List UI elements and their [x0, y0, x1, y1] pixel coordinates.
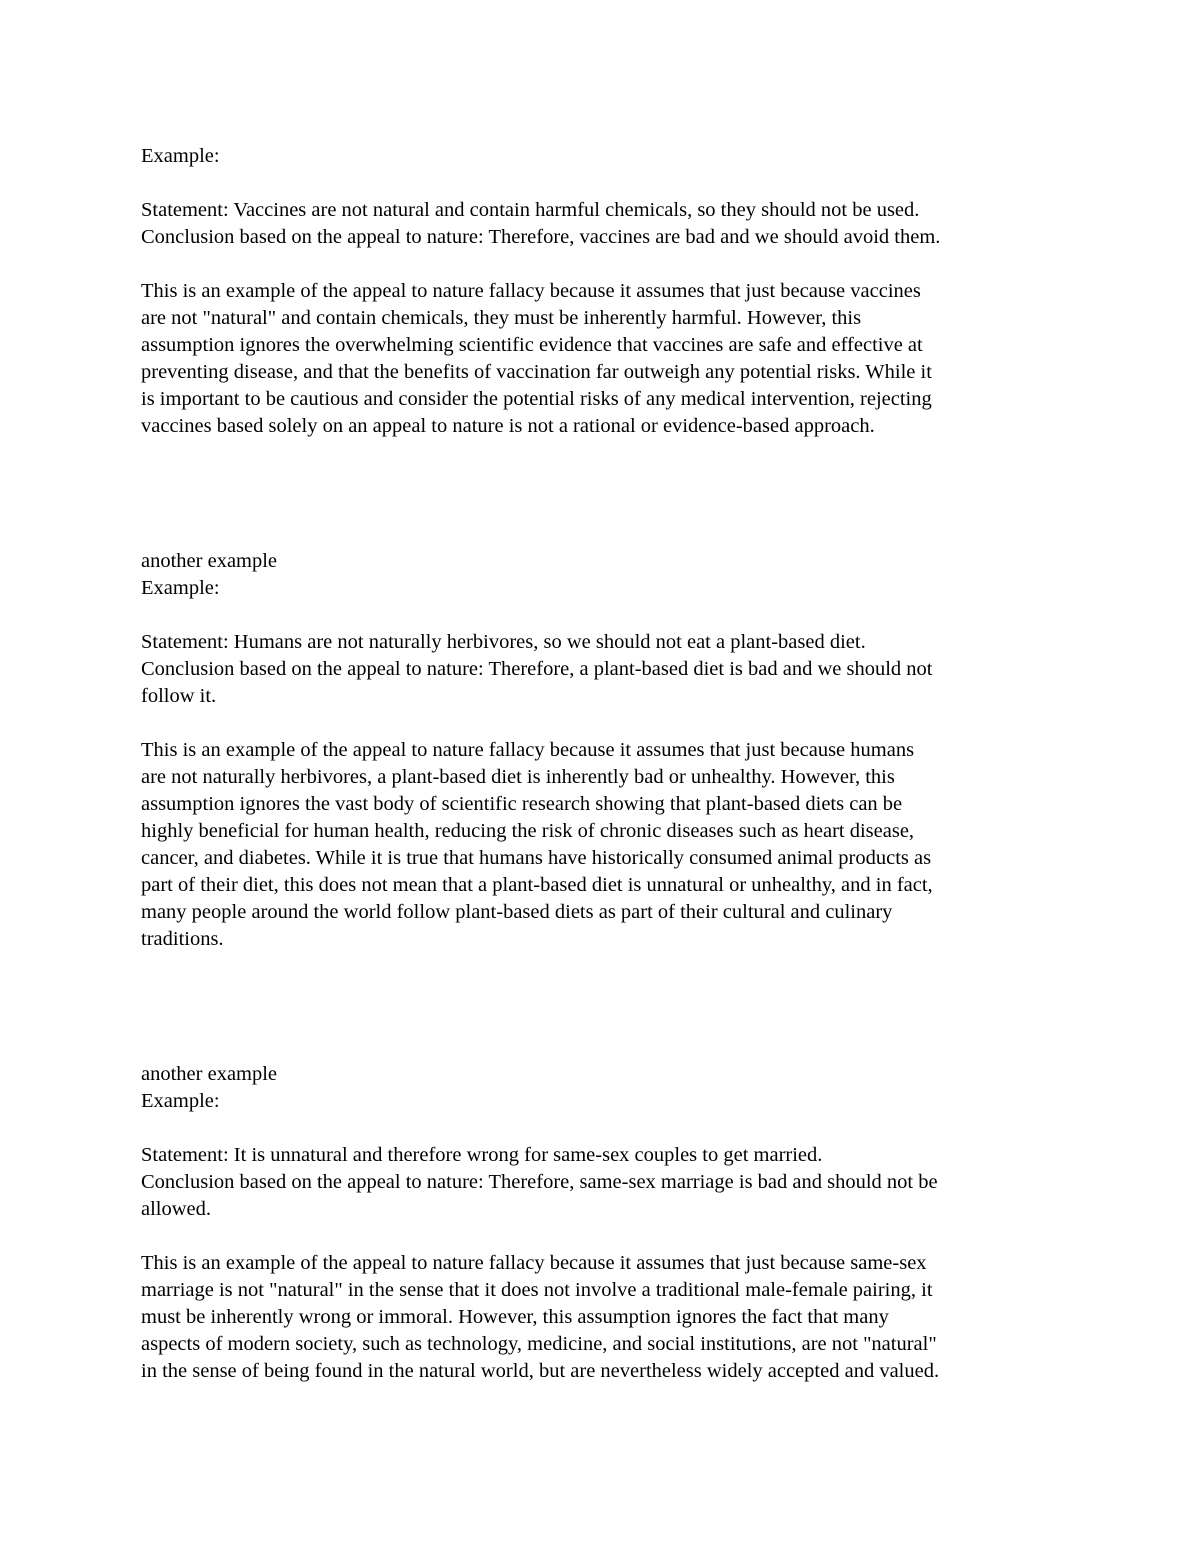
explanation-line: part of their diet, this does not mean that a plant-based diet is unnatural or unhealthy, and in fact,	[141, 874, 933, 896]
section-subheading-line: another example	[141, 1063, 278, 1085]
conclusion-line: Conclusion based on the appeal to nature: Therefore, vaccines are bad and we should avoid them.	[141, 226, 941, 248]
explanation-line: This is an example of the appeal to nature fallacy because it assumes that just because vaccines	[141, 280, 921, 302]
paragraph-gap	[141, 251, 1071, 278]
example-section-2	[141, 548, 1071, 953]
explanation-line: assumption ignores the overwhelming scientific evidence that vaccines are safe and effective at	[141, 334, 923, 356]
conclusion-line: Conclusion based on the appeal to nature: Therefore, a plant-based diet is bad and we should not	[141, 658, 933, 680]
explanation-line: are not naturally herbivores, a plant-based diet is inherently bad or unhealthy. However, this	[141, 766, 895, 788]
paragraph-gap	[141, 602, 1071, 629]
explanation-line: assumption ignores the vast body of scientific research showing that plant-based diets can be	[141, 793, 903, 815]
section-heading-line: Example:	[141, 1090, 220, 1112]
paragraph-gap	[141, 710, 1071, 737]
conclusion-line: follow it.	[141, 685, 217, 707]
paragraph-gap	[141, 1223, 1071, 1250]
explanation-line: traditions.	[141, 928, 224, 950]
section-gap	[141, 440, 1071, 548]
statement-line: Statement: It is unnatural and therefore wrong for same-sex couples to get married.	[141, 1144, 823, 1166]
statement-line: Statement: Vaccines are not natural and contain harmful chemicals, so they should not be used.	[141, 199, 920, 221]
example-section-3	[141, 1061, 1071, 1385]
explanation-line: highly beneficial for human health, reducing the risk of chronic diseases such as heart disease,	[141, 820, 915, 842]
paragraph-gap	[141, 1115, 1071, 1142]
section-heading-line: Example:	[141, 577, 220, 599]
explanation-line: cancer, and diabetes. While it is true that humans have historically consumed animal products as	[141, 847, 932, 869]
explanation-line: is important to be cautious and consider the potential risks of any medical intervention, rejecting	[141, 388, 932, 410]
explanation-line: This is an example of the appeal to nature fallacy because it assumes that just because same-sex	[141, 1252, 927, 1274]
statement-line: Statement: Humans are not naturally herbivores, so we should not eat a plant-based diet.	[141, 631, 866, 653]
paragraph-gap	[141, 170, 1071, 197]
section-subheading-line: another example	[141, 550, 278, 572]
conclusion-line: Conclusion based on the appeal to nature: Therefore, same-sex marriage is bad and should not be	[141, 1171, 938, 1193]
explanation-line: This is an example of the appeal to nature fallacy because it assumes that just because humans	[141, 739, 915, 761]
conclusion-line: allowed.	[141, 1198, 212, 1220]
example-section-1	[141, 143, 1071, 440]
explanation-line: many people around the world follow plant-based diets as part of their cultural and culinary	[141, 901, 893, 923]
explanation-line: preventing disease, and that the benefits of vaccination far outweigh any potential risks. While it	[141, 361, 932, 383]
explanation-line: vaccines based solely on an appeal to nature is not a rational or evidence-based approach.	[141, 415, 875, 437]
explanation-line: aspects of modern society, such as technology, medicine, and social institutions, are not "natural"	[141, 1333, 937, 1355]
section-heading-line: Example:	[141, 145, 220, 167]
explanation-line: in the sense of being found in the natural world, but are nevertheless widely accepted and valued.	[141, 1360, 940, 1382]
explanation-line: are not "natural" and contain chemicals, they must be inherently harmful. However, this	[141, 307, 862, 329]
section-gap	[141, 953, 1071, 1061]
document-body	[141, 143, 1071, 1385]
explanation-line: must be inherently wrong or immoral. However, this assumption ignores the fact that many	[141, 1306, 889, 1328]
explanation-line: marriage is not "natural" in the sense that it does not involve a traditional male-female pairing, it	[141, 1279, 933, 1301]
